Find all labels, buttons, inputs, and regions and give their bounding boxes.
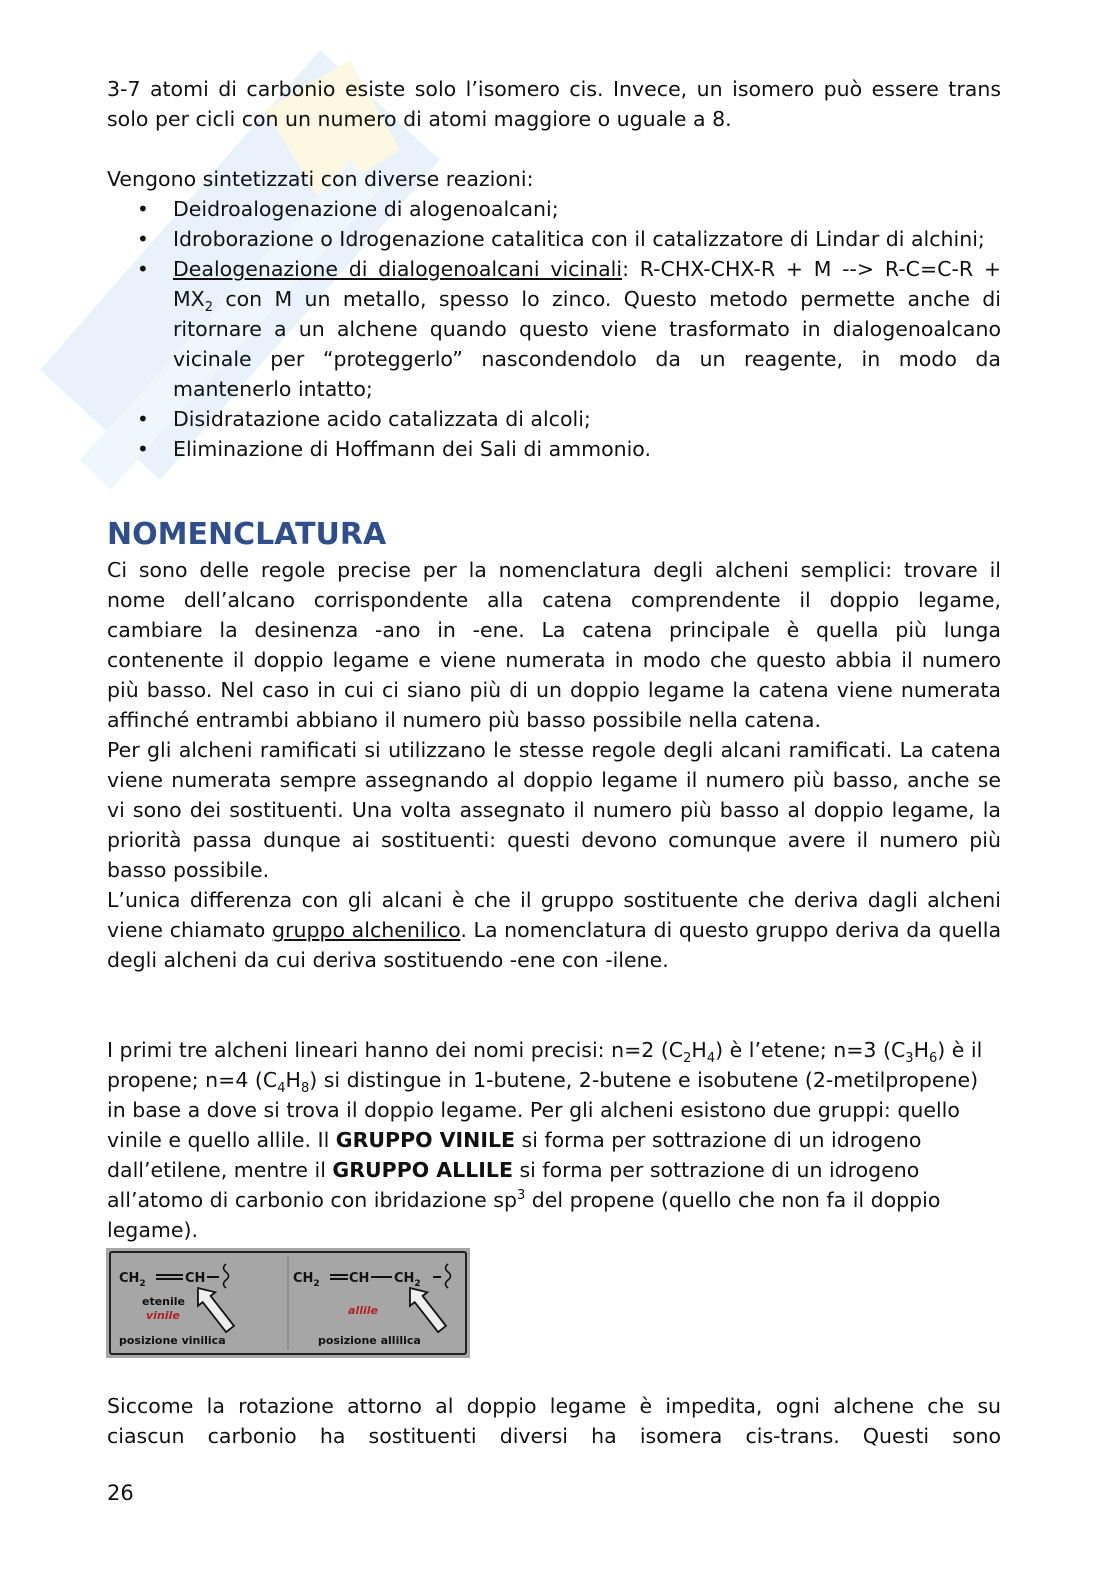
- intro-paragraph: [107, 74, 1001, 134]
- subscript: 2: [683, 1051, 692, 1067]
- right-ch2a-label: CH: [293, 1271, 314, 1286]
- left-ch2-subscript: 2: [139, 1279, 146, 1289]
- figure-drawing: [106, 1248, 470, 1358]
- subscript: 4: [706, 1051, 716, 1067]
- svg-text:CH2: [394, 1271, 421, 1289]
- list-item: [107, 194, 1001, 224]
- text-span: H: [285, 1068, 301, 1092]
- synthesis-lead: Vengono sintetizzati con diverse reazioni:: [107, 167, 534, 191]
- right-ch2b-label: CH: [394, 1271, 415, 1286]
- closing-line-2: ciascun carbonio ha sostituenti diversi ha isomera cis-trans. Questi sono: [107, 1424, 1001, 1448]
- subscript: 6: [929, 1051, 938, 1067]
- page-number: 26: [107, 1481, 134, 1505]
- nomenclatura-paragraph-3: [107, 885, 1001, 975]
- subscript: 8: [300, 1081, 310, 1097]
- left-caption: posizione vinilica: [119, 1334, 226, 1347]
- gruppo-allile-term: GRUPPO ALLILE: [332, 1158, 513, 1182]
- text-span: . La nomenclatura di questo gruppo deriva da quella degli alcheni da cui deriva sostituendo -ene con -ilene.: [107, 918, 1002, 972]
- left-name-vinile: vinile: [146, 1309, 180, 1322]
- right-ch2a-subscript: 2: [313, 1279, 320, 1289]
- closing-line-1: Siccome la rotazione attorno al doppio legame è impedita, ogni alchene che su: [107, 1394, 1001, 1418]
- text-span: si forma per sottrazione di un idrogeno all’atomo di carbonio con ibridazione sp: [107, 1158, 920, 1212]
- svg-text:CH2: [293, 1271, 320, 1289]
- section-heading: NOMENCLATURA: [107, 517, 387, 552]
- right-ch-label: CH: [349, 1271, 370, 1286]
- right-name-allile: allile: [348, 1304, 378, 1317]
- text-span: I primi tre alcheni lineari hanno dei nomi precisi: n=2 (C: [107, 1038, 684, 1062]
- gruppo-alchenilico-term: gruppo alchenilico: [272, 918, 461, 942]
- nomenclatura-section: [107, 515, 1001, 975]
- list-item: [107, 254, 1001, 404]
- svg-text:CH2: [119, 1271, 146, 1289]
- synthesis-list: [107, 194, 1001, 464]
- text-span: ) si distingue in 1-butene, 2-butene e isobutene (2-metilpropene) in base a dove si trova il doppio legame. Per gli alcheni esistono due gruppi: quello vinile e quello allile. Il: [107, 1068, 979, 1152]
- subscript: 2: [204, 300, 214, 316]
- subscript: 3: [905, 1051, 914, 1067]
- right-arrow-icon: [401, 1281, 450, 1336]
- linear-alkenes-text: [107, 1035, 1001, 1245]
- right-caption: posizione allilica: [318, 1334, 421, 1347]
- left-ch2-label: CH: [119, 1271, 140, 1286]
- list-item: [107, 434, 1001, 464]
- left-ch-label: CH: [185, 1271, 206, 1286]
- list-item-text: Disidratazione acido catalizzata di alcoli;: [173, 407, 591, 431]
- text-span: si forma per sottrazione di un idrogeno dall’etilene, mentre il: [107, 1128, 922, 1182]
- subscript: 4: [277, 1081, 286, 1097]
- left-name-etenile: etenile: [142, 1295, 186, 1308]
- list-item-text: Idroborazione o Idrogenazione catalitica con il catalizzatore di Lindar di alchini;: [173, 227, 985, 251]
- dealogenazione-link-text: Dealogenazione di dialogenoalcani vicinali: [173, 257, 623, 281]
- list-item: [107, 224, 1001, 254]
- list-item-text: Deidroalogenazione di alogenoalcani;: [173, 197, 559, 221]
- list-item: [107, 404, 1001, 434]
- text-span: H: [913, 1038, 929, 1062]
- list-item-text: con M un metallo, spesso lo zinco. Questo metodo permette anche di ritornare a un alchene quando questo viene trasformato in dialogenoalcano vicinale per “proteggerlo” nascondendolo da un reagente, in modo da mantenerlo intatto;: [173, 287, 1001, 401]
- linear-alkenes-paragraph: [107, 1035, 1001, 1245]
- text-span: ) è il propene; n=4 (C: [107, 1038, 983, 1092]
- text-span: ) è l’etene; n=3 (C: [715, 1038, 906, 1062]
- text-span: L’unica differenza con gli alcani è che il gruppo sostituente che deriva dagli alcheni viene chiamato: [107, 888, 1001, 942]
- left-arrow-icon: [189, 1281, 238, 1336]
- nomenclatura-paragraph-1: Ci sono delle regole precise per la nomenclatura degli alcheni semplici: trovare il nome dell’alcano corrispondente alla catena comprendente il doppio legame, cambiare la desinenza -ano in -ene. La catena principale è quella più lunga contenente il doppio legame e viene numerata in modo che questo abbia il numero più basso. Nel caso in cui ci siano più di un doppio legame la catena viene numerata affinché entrambi abbiano il numero più basso possibile nella catena.: [107, 558, 1001, 732]
- text-span: H: [691, 1038, 707, 1062]
- gruppo-vinile-term: GRUPPO VINILE: [335, 1128, 516, 1152]
- vinyl-allyl-figure: [106, 1248, 470, 1358]
- synthesis-section: [107, 164, 1001, 464]
- list-item-text: Eliminazione di Hoffmann dei Sali di ammonio.: [173, 437, 651, 461]
- text-span: del propene (quello che non fa il doppio legame).: [107, 1188, 941, 1242]
- list-item-text: : R-CHX-CHX-R + M --> R-C=C-R + MX: [173, 257, 1001, 311]
- superscript: 3: [516, 1188, 526, 1204]
- nomenclatura-paragraph-2: Per gli alcheni ramificati si utilizzano le stesse regole degli alcani ramificati. La catena viene numerata sempre assegnando al doppio legame il numero più basso, anche se vi sono dei sostituenti. Una volta assegnato il numero più basso al doppio legame, la priorità passa dunque ai sostituenti: questi devono comunque avere il numero più basso possibile.: [107, 738, 1001, 882]
- intro-text: 3-7 atomi di carbonio esiste solo l’isomero cis. Invece, un isomero può essere trans solo per cicli con un numero di atomi maggiore o uguale a 8.: [107, 77, 1001, 131]
- right-ch2b-subscript: 2: [414, 1279, 421, 1289]
- closing-paragraph: [107, 1391, 1001, 1451]
